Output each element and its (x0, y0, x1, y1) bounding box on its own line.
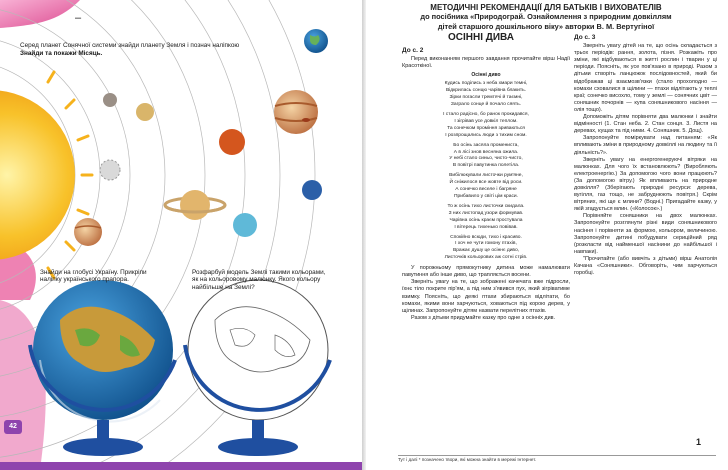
instruction-planets (20, 42, 310, 49)
poem-line: У небі стало синьо, чисто-чисто, (449, 156, 523, 162)
footnote: Тут і далі * позначено твори, які можна знайти в мережі Інтернет. (398, 455, 716, 462)
header-line-2: до посібника «Природограй. Ознайомлення з природним довкіллям (420, 12, 672, 21)
saturn-icon (165, 190, 225, 220)
para-windmills: Зверніть увагу на енергогенеруючі вітряки на малюнках. Для чого їх встановлюють? (Виробляють електроенергію.) За допомогою чого вони працюють? (За допомогою вітру.) Як впливають на природне довкілля? (Зберігають природні ресурси: дерева, вугілля, газ тощо, не забруднюють повітря.) Скрім вітряних, які ще є млини? (Водні.) Пригадайте казку, у якій згадується млин. («Колосок».) (574, 156, 717, 213)
poem-line: Бо осінь засяла промениста, (453, 142, 519, 148)
poem-line: І хоч не чути гомону птахів, (455, 241, 517, 247)
earth-sticker-placeholder (100, 160, 120, 180)
pink-corner-top (0, 0, 80, 28)
poem-line: Вражає душу це осіннє диво, (452, 248, 520, 254)
poem-line: І вітерець тихенько повівав. (454, 224, 518, 230)
page-number-right: 1 (696, 437, 702, 447)
instruction-planets-text: Серед планет Сонячної системи знайди планету Земля і познач наліпкою (20, 42, 240, 49)
para-differences: Допоможіть дітям порівняти два малюнки і знайти відмінності (1. Стан неба. 2. Стан сонця. 3. Листя на деревах, кущах та під ними. 4. Соняшник. 5. Дощ). (574, 114, 717, 135)
neptune-icon (74, 218, 102, 246)
mercury-icon (103, 93, 117, 107)
top-dash: – (75, 12, 82, 24)
uranus-icon (233, 213, 257, 237)
left-col-heading: До с. 2 (402, 47, 424, 54)
page-number-left: 42 (9, 423, 17, 430)
poem-line: То ж осінь тихо листочки скидала. (447, 203, 525, 209)
para-question: Запропонуйте поміркувати над питанням: «Як впливають зміни в природному довкіллі на людину та її діяльність?». (574, 135, 717, 156)
right-column (574, 34, 717, 277)
sun-icon (0, 72, 92, 278)
globe-outline-icon (185, 280, 330, 456)
poem (402, 81, 570, 262)
poem-line: Та сонечком проміння зриваються (447, 125, 525, 131)
section-title: ОСІННІ ДИВА (447, 32, 515, 43)
poem-line: З них листопад узори формував. (448, 210, 524, 216)
instruction-moon: Знайди та покажи Місяць. (20, 50, 103, 57)
poem-line: Кудись поділись з неба хмари темні, (444, 81, 528, 87)
para-poem-sunflowers: "Прочитайте (або вивчіть з дітьми) вірш Анатолія Качана «Соняшники». Обговоріть, чим харчуються горобці. (574, 255, 717, 277)
poem-line: Зірки погасли тремтячі й таємні, (449, 95, 523, 101)
poem-title: Осінні диво (471, 72, 501, 79)
poem-line: А сонечко веселе і багряне (455, 187, 517, 193)
neptune-small-icon (302, 180, 322, 200)
poem-line: Вибілюкували листочки рум'яне, (449, 173, 523, 179)
poem-line: Листочків кольорових аж сотні стрів. (444, 255, 528, 261)
poem-line: Чарівна осінь краєм простувала (449, 217, 523, 223)
para-ducks: Зверніть увагу на те, що зображені качечата вже підросли, їхнє тіло покрите пір'ям, а під ним з'явився пух, який зігріватиме взимку. Поясніть, що деякі птахи збираються відлітати, бо комахи, якими вони харчуються, ховаються під корою дерев, у щілинах. Запропонуйте дітям назвати перелітних птахів. (402, 279, 570, 314)
para-sunflowers: Порівняйте соняшники на двох малюнках. Запропонуйте розглянути різні види соняшникового насіння і порівняти за формою, кольором, величиною. Запропонуйте дитині побудувати сериційний ряд (розкласти від найменшої насінини до найбільшої і навпаки). (574, 213, 717, 255)
mars-icon (219, 129, 245, 155)
poem-line: І розпрощались люди з тихим сном. (445, 132, 527, 138)
para-autumn-periods: Зверніть увагу дітей на те, що осінь складається з трьох періодів: рання, золота, пізня. Розкажіть про зміни, які відбуваються в житті рослин і тварин у ці періоди. Поясніть, як усе пов'язано в природі. Разом з дітьми створіть ланцюжок послідовностей, який би відображав ці взаємозв'язки (стало прохолодно — комахи сховалися в щілини — птахи відлітають у теплі краї; сонечко висохло, тому у землі — сонячних цвіт — соняшник почорнів — купа соняшникового насіння — олія тощо). (574, 43, 717, 113)
poem-line: Заграло сонце й почало сяять. (450, 102, 522, 108)
poem-intro: Перед виконанням першого завдання прочитайте вірш Надії Красоткіної. (402, 56, 570, 70)
poem-line: І зігрівав усе довкіл теплом. (454, 118, 518, 124)
header-line-3: дітей старшого дошкільного віку» авторки В. М. Вертугіної (437, 21, 655, 31)
bottom-bar (0, 462, 366, 470)
poem-line: А в лісі знов весняна ожила. (453, 149, 519, 155)
jupiter-icon (274, 90, 318, 134)
right-page (366, 0, 728, 470)
poem-line: Прибавило у світі цім краси. (453, 193, 519, 199)
para-tale: Разом з дітьми придумайте казку про одне з осінніх див. (411, 314, 556, 321)
header-line-1: МЕТОДИЧНІ РЕКОМЕНДАЦІЇ ДЛЯ БАТЬКІВ І ВИХОВАТЕЛІВ (430, 3, 662, 12)
poem-line: Відкрилась сонцю чарівна блакить. (445, 88, 527, 94)
venus-icon (136, 103, 154, 121)
task-globe-text: Знайди на глобусі Україну. Прикріпи наліпку українського прапора. (40, 269, 147, 284)
right-col-heading: До с. 3 (574, 34, 596, 41)
globe-colored-icon (30, 280, 175, 456)
task-color-text: Розфарбуй модель Землі такими кольорами, як на кольоровому малюнку. Якого кольору найбільше на Землі? (192, 269, 326, 291)
left-column (402, 47, 570, 322)
poem-line: Й сніжилося все жовте від роси. (449, 180, 523, 186)
poem-line: І стало радісно, бо ранок прокидався, (443, 112, 529, 117)
poem-line: Спокійно всюди, тихо і красиво. (450, 234, 522, 240)
para-draw: У порожньому прямокутнику дитина може намалювати павутиння або інше диво, що трапляється восени. (402, 265, 570, 279)
poem-line: В повітрі павутинка полетіла. (452, 163, 520, 169)
